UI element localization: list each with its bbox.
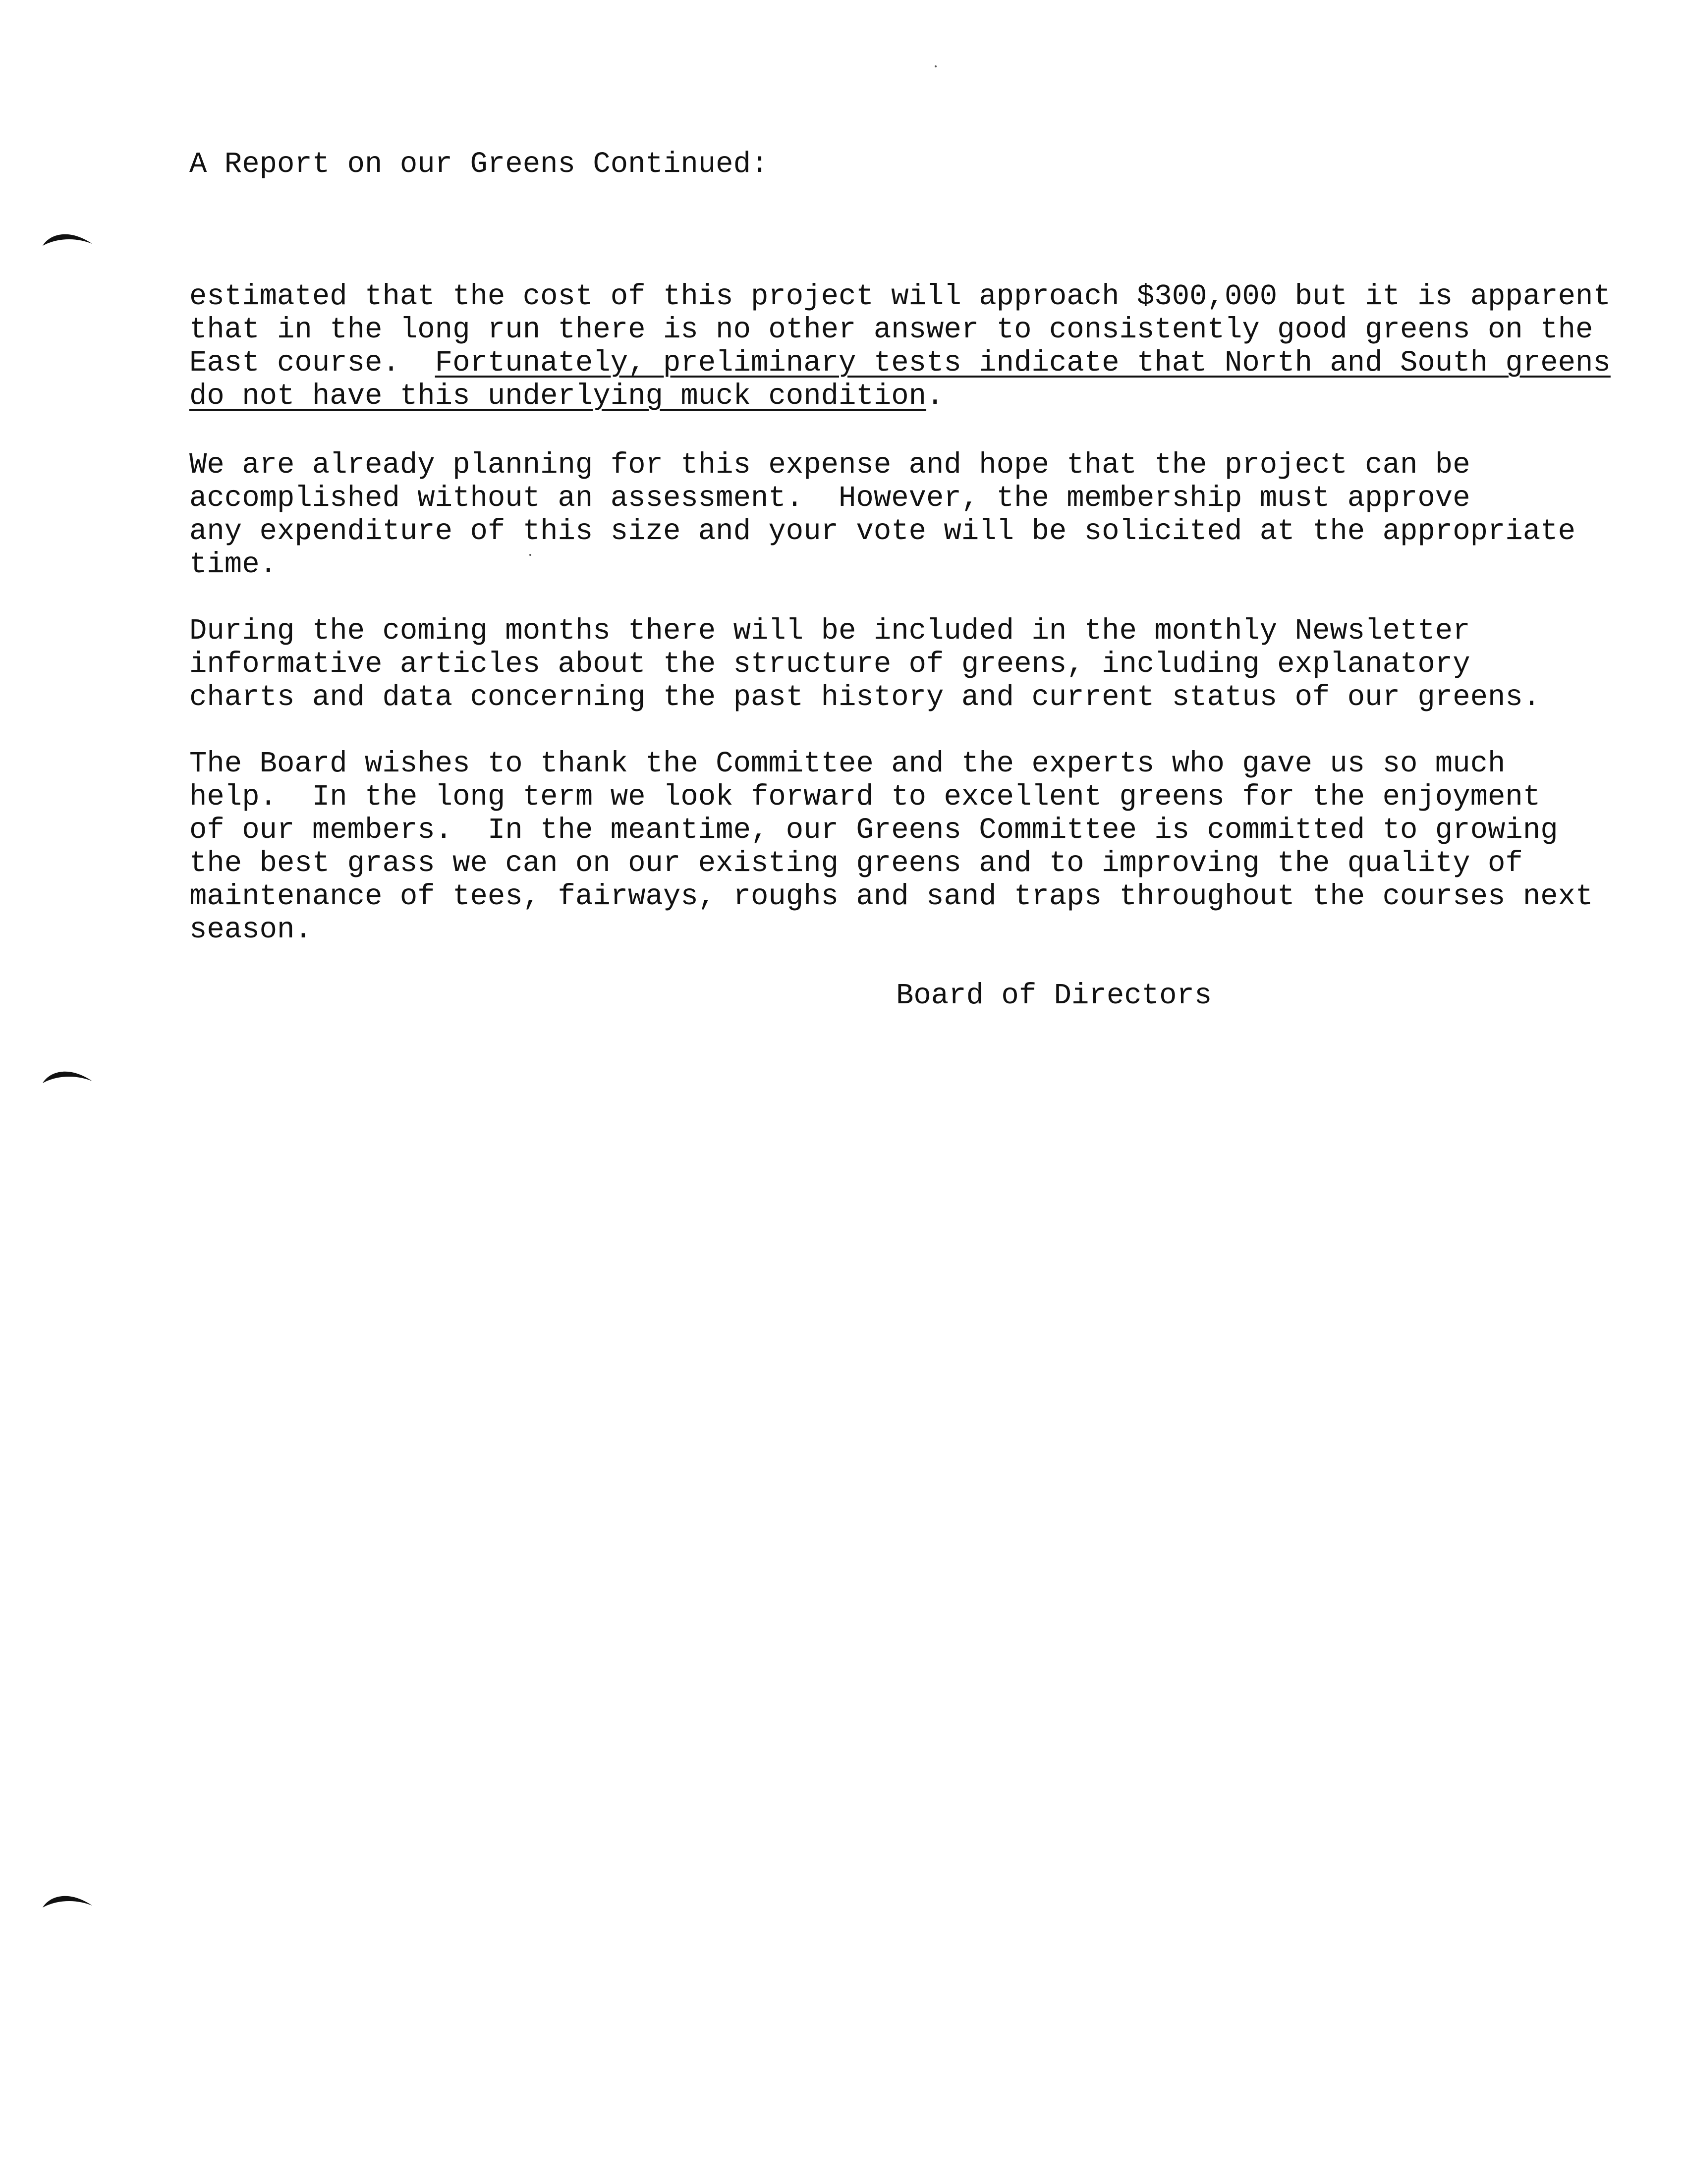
text-line: charts and data concerning the past history and current status of our greens.	[189, 681, 1541, 714]
text-line: During the coming months there will be included in the monthly Newsletter	[189, 614, 1470, 648]
paper-speck	[935, 65, 937, 67]
underlined-text: Fortunately, preliminary tests indicate that North and South greens	[435, 346, 1611, 380]
text-line: The Board wishes to thank the Committee and the experts who gave us so much	[189, 747, 1506, 780]
text-line: of our members. In the meantime, our Greens Committee is committed to growing	[189, 814, 1558, 847]
text-line-end: .	[926, 380, 944, 413]
text-line: any expenditure of this size and your vote will be solicited at the appropriate	[189, 515, 1576, 548]
text-line	[189, 380, 1557, 413]
text-line-plain: East course.	[189, 346, 435, 380]
text-line: time.	[189, 548, 278, 581]
paragraph-newsletter	[189, 614, 1557, 714]
binder-hole-mark-icon	[41, 1066, 95, 1086]
binder-hole-mark-icon	[41, 229, 95, 249]
text-line: that in the long run there is no other answer to consistently good greens on the	[189, 313, 1593, 346]
paragraph-expense-planning	[189, 448, 1576, 581]
text-line: the best grass we can on our existing greens and to improving the quality of	[189, 847, 1523, 880]
binder-hole-mark-icon	[41, 1891, 95, 1911]
text-line: informative articles about the structure of greens, including explanatory	[189, 648, 1470, 681]
signature-board-of-directors: Board of Directors	[896, 979, 1212, 1012]
text-line	[189, 346, 1611, 380]
paragraph-thanks	[189, 747, 1593, 946]
text-line: We are already planning for this expense and hope that the project can be	[189, 448, 1470, 482]
paragraph-cost-estimate	[189, 280, 1611, 413]
underlined-text: do not have this underlying muck condition	[189, 380, 927, 413]
text-line: help. In the long term we look forward to excellent greens for the enjoyment	[189, 780, 1541, 814]
text-line: estimated that the cost of this project will approach $300,000 but it is apparent	[189, 280, 1611, 313]
page-heading: A Report on our Greens Continued:	[189, 148, 769, 181]
text-line: season.	[189, 913, 312, 946]
text-line: maintenance of tees, fairways, roughs and sand traps throughout the courses next	[189, 880, 1593, 913]
text-line: accomplished without an assessment. However, the membership must approve	[189, 482, 1470, 515]
paper-speck	[529, 554, 531, 556]
